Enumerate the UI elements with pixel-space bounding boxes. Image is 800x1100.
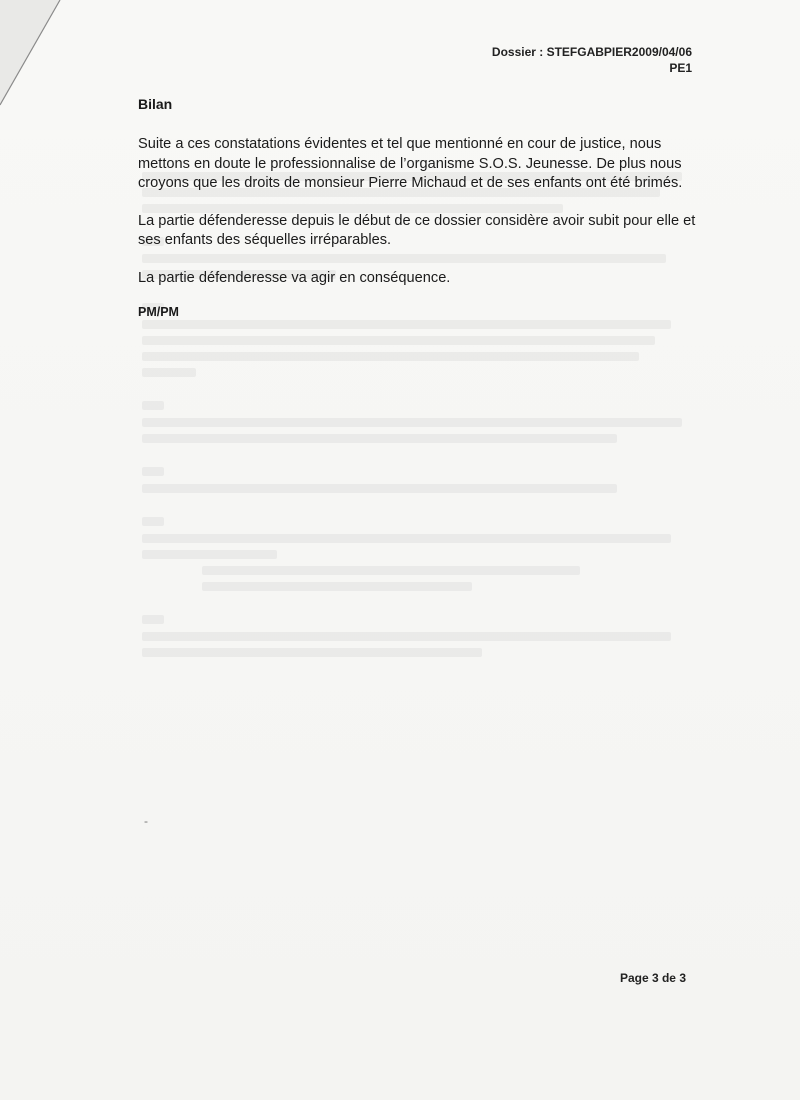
paragraph-sequelles: La partie défenderesse depuis le début de ce dossier considère avoir subit pour elle et ses enfants des séquelles irréparables. bbox=[138, 212, 696, 248]
stray-mark: - bbox=[144, 814, 148, 828]
document-code: PE1 bbox=[669, 61, 692, 75]
document-header bbox=[492, 44, 692, 76]
paragraph-constatations: Suite a ces constatations évidentes et tel que mentionné en cour de justice, nous mettons en doute le professionnalise de l’organisme S.O.S. Jeunesse. De plus nous croyons que les droits de monsieur Pierre Michaud et de ses enfants ont été brimés. bbox=[138, 136, 683, 191]
scan-corner-fold bbox=[0, 0, 70, 110]
section-heading: Bilan bbox=[138, 96, 173, 112]
paragraph-consequence: La partie défenderesse va agir en conséquence. bbox=[138, 269, 451, 286]
document-body bbox=[138, 95, 698, 320]
page-number: Page 3 de 3 bbox=[619, 971, 686, 985]
dossier-reference: Dossier : STEFGABPIER2009/04/06 bbox=[491, 45, 692, 59]
signature-initials: PM/PM bbox=[138, 305, 179, 319]
